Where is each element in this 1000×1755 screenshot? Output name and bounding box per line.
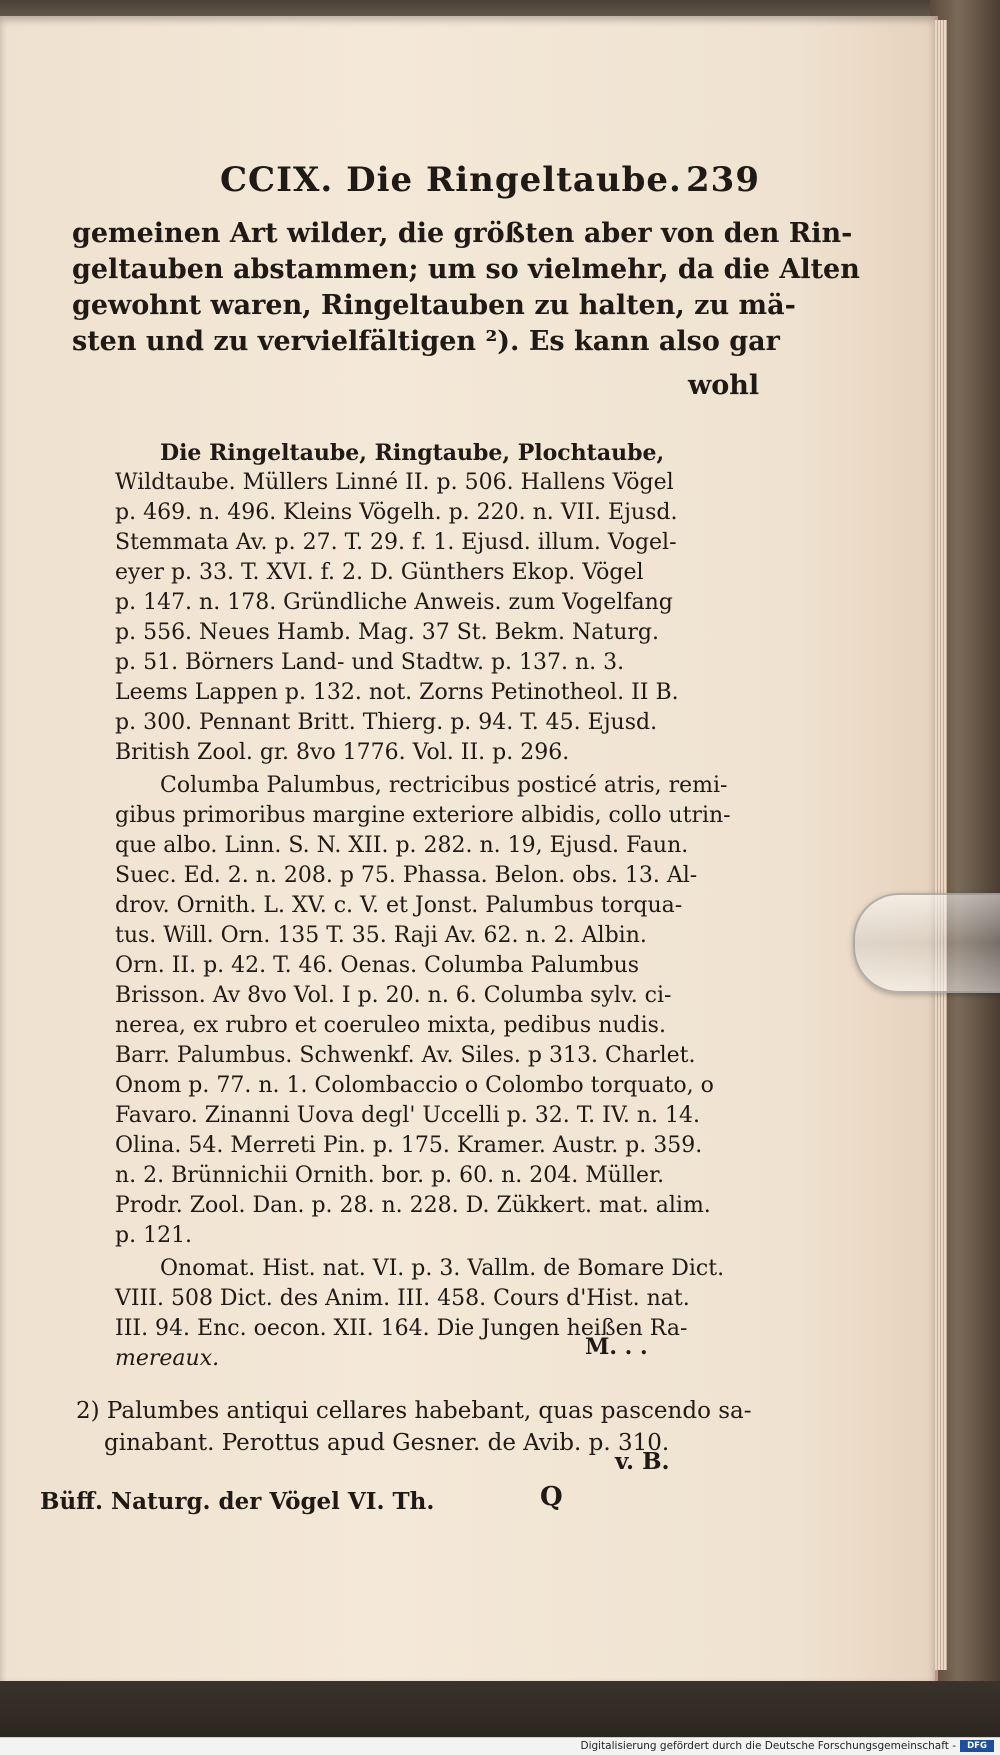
footnote-line: p. 147. n. 178. Gründliche Anweis. zum Vogelfang <box>115 590 673 615</box>
footnote-line: p. 121. <box>115 1223 193 1248</box>
footnote-line: p. 51. Börners Land- und Stadtw. p. 137. n. 3. <box>115 650 625 675</box>
footnote-line: Onomat. Hist. nat. VI. p. 3. Vallm. de Bomare Dict. <box>160 1256 725 1281</box>
footnote-line: Favaro. Zinanni Uova degl' Uccelli p. 32. T. IV. n. 14. <box>115 1103 700 1128</box>
footnote-line: Brisson. Av 8vo Vol. I p. 20. n. 6. Columba sylv. ci- <box>115 983 672 1008</box>
footnote-line: Wildtaube. Müllers Linné II. p. 506. Hallens Vögel <box>115 470 674 495</box>
footnote-line: mereaux. <box>115 1346 220 1371</box>
footnote-line: Leems Lappen p. 132. not. Zorns Petinotheol. II B. <box>115 680 679 705</box>
footnote-line: VIII. 508 Dict. des Anim. III. 458. Cours d'Hist. nat. <box>115 1286 690 1311</box>
body-line: geltauben abstammen; um so vielmehr, da die Alten <box>72 254 860 285</box>
footnote-line: Barr. Palumbus. Schwenkf. Av. Siles. p 313. Charlet. <box>115 1043 696 1068</box>
footnote-line: n. 2. Brünnichii Ornith. bor. p. 60. n. 204. Müller. <box>115 1163 665 1188</box>
footnote-line: eyer p. 33. T. XVI. f. 2. D. Günthers Ekop. Vögel <box>115 560 644 585</box>
footnote-line: Olina. 54. Merreti Pin. p. 175. Kramer. Austr. p. 359. <box>115 1133 703 1158</box>
footnote-line: British Zool. gr. 8vo 1776. Vol. II. p. 296. <box>115 740 570 765</box>
footnote-line: p. 469. n. 496. Kleins Vögelh. p. 220. n. VII. Ejusd. <box>115 500 678 525</box>
footnote-line: p. 556. Neues Hamb. Mag. 37 St. Bekm. Naturg. <box>115 620 659 645</box>
footer-text: Digitalisierung gefördert durch die Deutsche Forschungsgemeinschaft - <box>580 1740 956 1752</box>
dfg-logo: DFG <box>960 1740 994 1752</box>
footnote-line: gibus primoribus margine exteriore albidis, collo utrin- <box>115 803 731 828</box>
footnote-line: Prodr. Zool. Dan. p. 28. n. 228. D. Zükkert. mat. alim. <box>115 1193 711 1218</box>
footnote-line: tus. Will. Orn. 135 T. 35. Raji Av. 62. n. 2. Albin. <box>115 923 647 948</box>
signature-line: Büff. Naturg. der Vögel VI. Th. <box>40 1488 435 1515</box>
footnote-line: drov. Ornith. L. XV. c. V. et Jonst. Palumbus torqua- <box>115 893 683 918</box>
note-line: 2) Palumbes antiqui cellares habebant, quas pascendo sa- <box>76 1398 752 1424</box>
page-number: 239 <box>686 160 760 200</box>
body-line: gewohnt waren, Ringeltauben zu halten, zu mä- <box>72 290 796 321</box>
footnote-line: Onom p. 77. n. 1. Colombaccio o Colombo torquato, o <box>115 1073 714 1098</box>
page-clip <box>853 893 1000 993</box>
footnote-line: p. 300. Pennant Britt. Thierg. p. 94. T. 45. Ejusd. <box>115 710 658 735</box>
page-edges <box>935 20 947 1670</box>
body-line: sten und zu vervielfältigen ²). Es kann also gar <box>72 326 780 357</box>
catchword: v. B. <box>615 1448 670 1475</box>
footnote-line: Orn. II. p. 42. T. 46. Oenas. Columba Palumbus <box>115 953 640 978</box>
digitization-footer <box>0 1737 1000 1755</box>
running-header <box>220 160 760 200</box>
footnote-line: nerea, ex rubro et coeruleo mixta, pedibus nudis. <box>115 1013 666 1038</box>
footnote-line: Columba Palumbus, rectricibus posticé atris, remi- <box>160 773 728 798</box>
footnote-line: Stemmata Av. p. 27. T. 29. f. 1. Ejusd. illum. Vogel- <box>115 530 677 555</box>
body-line: gemeinen Art wilder, die größten aber von den Rin- <box>72 218 853 249</box>
footnote-line: Die Ringeltaube, Ringtaube, Plochtaube, <box>160 440 665 466</box>
catchword: M. . . <box>585 1334 648 1360</box>
chapter-title: CCIX. Die Ringeltaube. <box>220 160 682 200</box>
footnote-line: Suec. Ed. 2. n. 208. p 75. Phassa. Belon. obs. 13. Al- <box>115 863 698 888</box>
catchword: wohl <box>688 370 760 401</box>
footnote-line: III. 94. Enc. oecon. XII. 164. Die Jungen heißen Ra- <box>115 1316 688 1341</box>
signature-mark: Q <box>540 1482 563 1512</box>
footnote-line: que albo. Linn. S. N. XII. p. 282. n. 19, Ejusd. Faun. <box>115 833 689 858</box>
note-line: ginabant. Perottus apud Gesner. de Avib. p. 310. <box>104 1430 670 1456</box>
scan-background <box>0 1681 1000 1737</box>
